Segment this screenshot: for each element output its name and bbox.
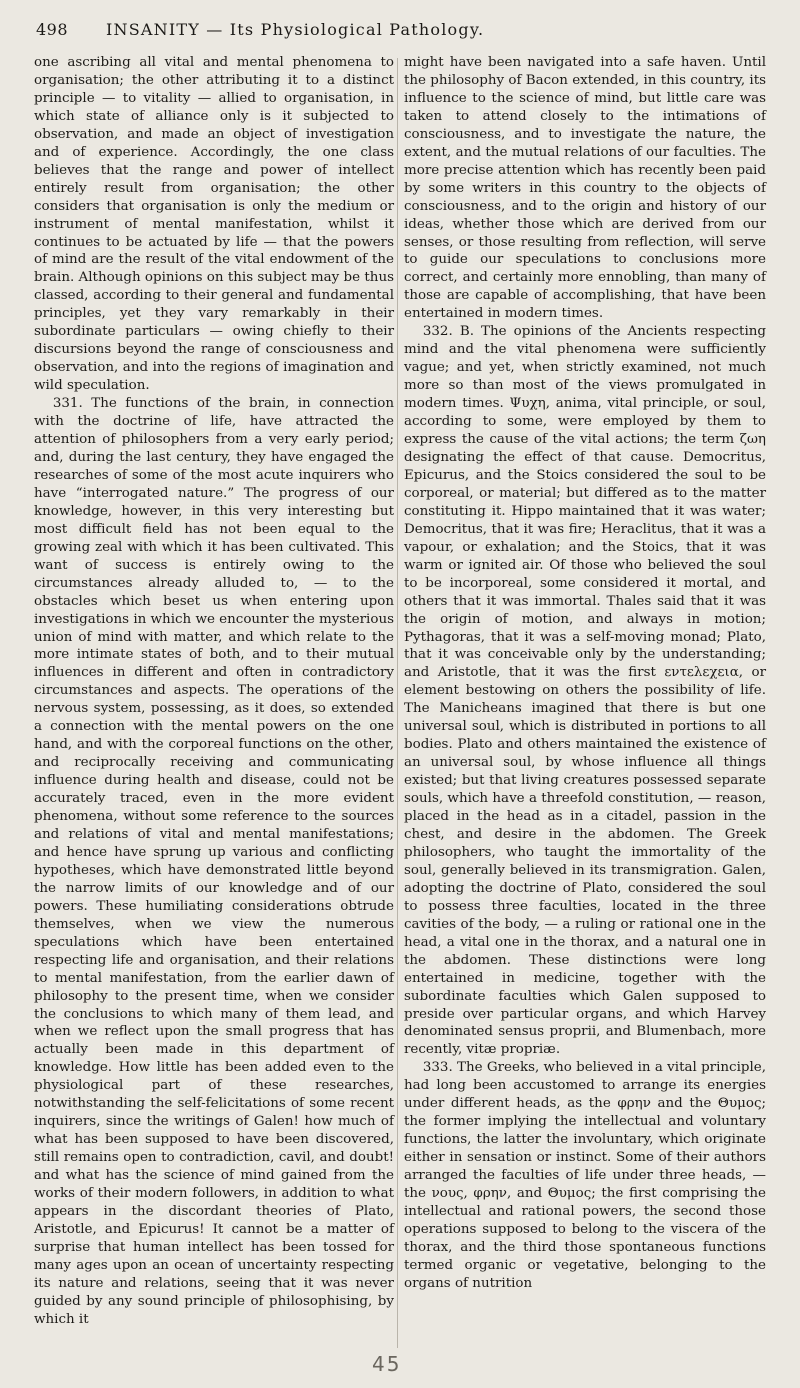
left-paragraph-2: 331. The functions of the brain, in connection with the doctrine of life, have attracted the attention of philosophers from a very early period; and, during the last century, they have engaged the researches of some of the most acute inquirers who have “interrogated nature.” The progress of our knowledge, however, in this very interesting but most difficult field has not been equal to the growing zeal with which it has been cultivated. This want of success is entirely owing to the circumstances already alluded to, — to the obstacles which beset us when entering upon investigations in which we encounter the mysterious union of mind with matter, and which relate to the more intimate states of both, and to their mutual influences in different and often in contradictory circumstances and aspects. The operations of the nervous system, possessing, as it does, so extended a connection with the mental powers on the one hand, and with the corporeal functions on the other, and reciprocally receiving and communicating influence during health and disease, could not be accurately traced, even in the more evident phenomena, without some reference to the sources and relations of vital and mental manifestations; and hence have sprung up various and conflicting hypotheses, which have demonstrated little beyond the narrow limits of our knowledge and of our powers. These humiliating considerations obtrude themselves, when we view the numerous speculations which have been entertained respecting life and organisation, and their relations to mental manifestation, from the earlier dawn of philosophy to the present time, when we consider the conclusions to which many of them lead, and when we reflect upon the small progress that has actually been made in this department of knowledge. How little has been added even to the physiological part of these researches, notwithstanding the self-felicitations of some recent inquirers, since the writings of Galen! how much of what has been supposed to have been discovered, still remains open to contradiction, cavil, and doubt! and what has the science of mind gained from the works of their modern followers, in addition to what appears in the discordant theories of Plato, Aristotle, and Epicurus! It cannot be a matter of surprise that human intellect has been tossed for many ages upon an ocean of uncertainty respecting its nature and relations, seeing that it was never guided by any sound principle of philosophising, by which it [34, 396, 394, 1327]
page-header [36, 20, 760, 44]
running-title: INSANITY — Its Physiological Pathology. [106, 20, 485, 39]
left-column [34, 54, 394, 1329]
right-paragraph-2: 332. B. The opinions of the Ancients respecting mind and the vital phenomena were sufficiently vague; and yet, when strictly examined, not much more so than most of the views promulgated in modern times. Ψυχη, anima, vital principle, or soul, according to some, were employed by them to express the cause of the vital actions; the term ζωη designating the effect of that cause. Democritus, Epicurus, and the Stoics considered the soul to be corporeal, or material; but differed as to the matter constituting it. Hippo maintained that it was water; Democritus, that it was fire; Heraclitus, that it was a vapour, or exhalation; and the Stoics, that it was warm or ignited air. Of those who believed the soul to be incorporeal, some considered it mortal, and others that it was immortal. Thales said that it was the origin of motion, and always in motion; Pythagoras, that it was a self-moving monad; Plato, that it was conceivable only by the understanding; and Aristotle, that it was the first εντελεχεια, or element bestowing on others the possibility of life. The Manicheans imagined that there is but one universal soul, which is distributed in portions to all bodies. Plato and others maintained the existence of an universal soul, by whose influence all things existed; but that living creatures possessed separate souls, which have a threefold constitution, — reason, placed in the head as in a citadel, passion in the chest, and desire in the abdomen. The Greek philosophers, who taught the immortality of the soul, generally believed in its transmigration. Galen, adopting the doctrine of Plato, considered the soul to possess three faculties, located in the three cavities of the body, — a ruling or rational one in the head, a vital one in the thorax, and a natural one in the abdomen. These distinctions were long entertained in medicine, together with the subordinate faculties which Galen supposed to preside over particular organs, and which Harvey denominated sensus proprii, and Blumenbach, more recently, vitæ propriæ. [404, 324, 766, 1058]
left-paragraph-1: one ascribing all vital and mental phenomena to organisation; the other attributing it to a distinct principle — to vitality — allied to organisation, in which state of alliance only is it subjected to observation, and made an object of investigation and of experience. Accordingly, the one class believes that the range and power of intellect entirely result from organisation; the other considers that organisation is only the medium or instrument of mental manifestation, whilst it continues to be actuated by life — that the powers of mind are the result of the vital endowment of the brain. Although opinions on this subject may be thus classed, according to their general and fundamental principles, yet they vary remarkably in their subordinate particulars — owing chiefly to their discursions beyond the range of consciousness and observation, and into the regions of imagination and wild speculation. [34, 55, 394, 394]
right-column [404, 54, 766, 1293]
column-divider [397, 58, 398, 1348]
right-paragraph-3: 333. The Greeks, who believed in a vital principle, had long been accustomed to arrange its energies under different heads, as the φρην and the Θυμος; the former implying the intellectual and voluntary functions, the latter the involuntary, which originate either in sensation or instinct. Some of their authors arranged the faculties of life under three heads, — the νους, φρην, and Θυμος; the first comprising the intellectual and rational powers, the second those operations supposed to belong to the viscera of the thorax, and the third those spontaneous functions termed organic or vegetative, belonging to the organs of nutrition [404, 1060, 766, 1291]
signature-mark: 45 [372, 1352, 402, 1376]
right-paragraph-1: might have been navigated into a safe haven. Until the philosophy of Bacon extended, in this country, its influence to the science of mind, but little care was taken to attend closely to the intimations of consciousness, and to investigate the nature, the extent, and the mutual relations of our faculties. The more precise attention which has recently been paid by some writers in this country to the objects of consciousness, and to the origin and history of our ideas, whether those which are derived from our senses, or those resulting from reflection, will serve to guide our speculations to conclusions more correct, and certainly more ennobling, than many of those are capable of accomplishing, that have been entertained in modern times. [404, 55, 766, 322]
page-number: 498 [36, 20, 69, 39]
